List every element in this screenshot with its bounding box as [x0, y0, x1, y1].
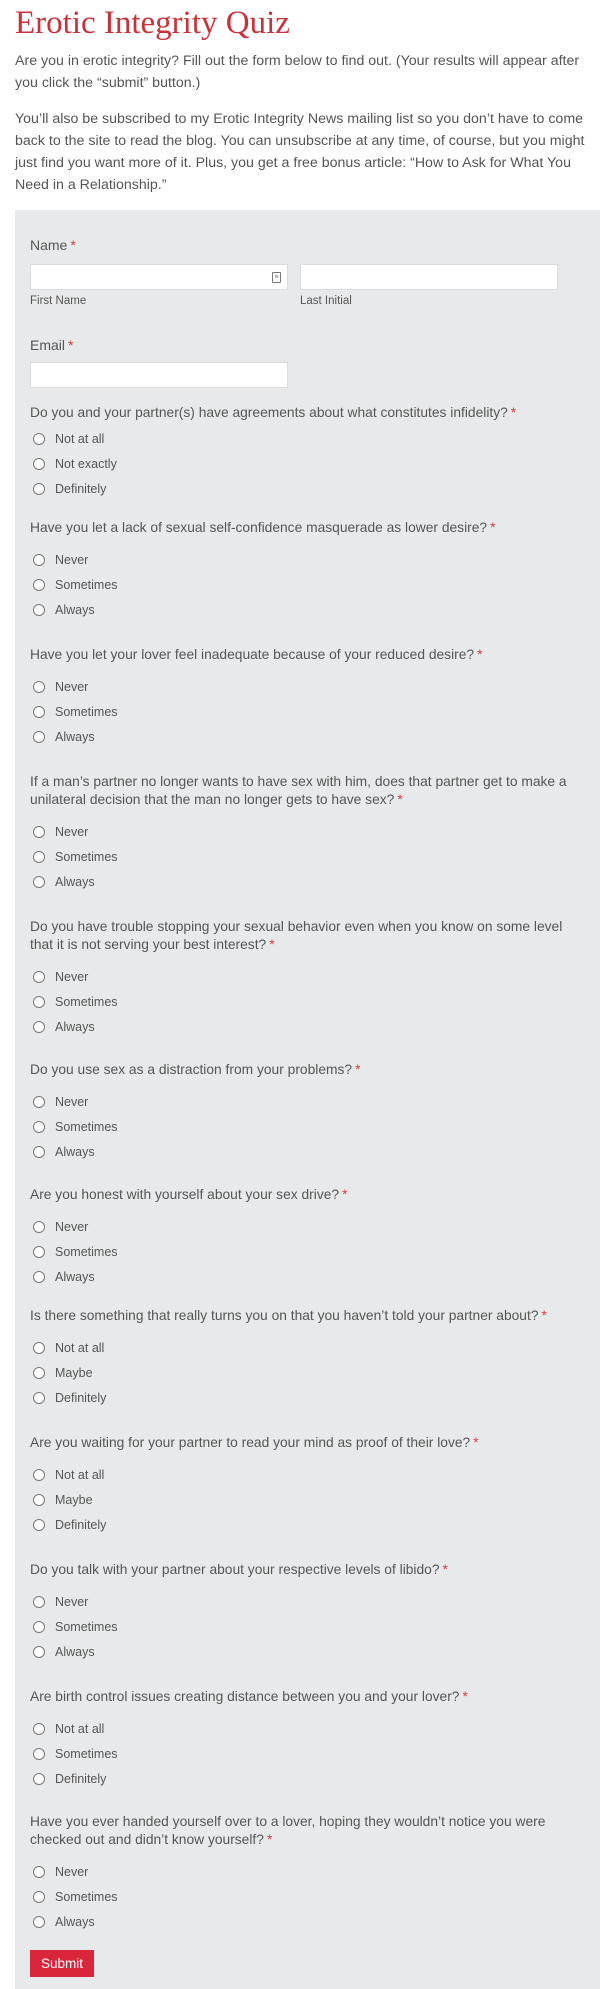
question-label	[30, 1061, 586, 1079]
radio-group	[30, 1716, 586, 1791]
radio-option[interactable]	[30, 1614, 586, 1639]
radio-option[interactable]	[30, 1089, 586, 1114]
radio-option[interactable]	[30, 1766, 586, 1791]
radio-option-label: Definitely	[55, 1390, 107, 1405]
radio-button-icon[interactable]	[33, 1916, 45, 1928]
radio-group	[30, 426, 586, 501]
question-label	[30, 646, 586, 664]
radio-button-icon[interactable]	[33, 1221, 45, 1233]
question-label	[30, 1688, 586, 1706]
radio-option-label: Sometimes	[55, 849, 118, 864]
radio-group	[30, 1214, 586, 1289]
radio-option[interactable]	[30, 1139, 586, 1164]
radio-option[interactable]	[30, 547, 586, 572]
radio-option-label: Never	[55, 824, 89, 839]
radio-button-icon[interactable]	[33, 1866, 45, 1878]
required-asterisk: *	[269, 937, 275, 952]
radio-button-icon[interactable]	[33, 1723, 45, 1735]
radio-group	[30, 1335, 586, 1410]
radio-option[interactable]	[30, 724, 586, 749]
radio-button-icon[interactable]	[33, 1494, 45, 1506]
radio-option[interactable]	[30, 1909, 586, 1934]
question-8	[30, 1307, 586, 1410]
radio-option[interactable]	[30, 426, 586, 451]
radio-option-label: Never	[55, 1094, 89, 1109]
question-label	[30, 519, 586, 537]
radio-group	[30, 1462, 586, 1537]
radio-option[interactable]	[30, 1014, 586, 1039]
radio-option[interactable]	[30, 1264, 586, 1289]
radio-option-label: Always	[55, 1144, 95, 1159]
email-field-wrapper	[30, 362, 288, 388]
radio-option-label: Definitely	[55, 1771, 107, 1786]
required-asterisk: *	[355, 1062, 361, 1077]
radio-button-icon[interactable]	[33, 1469, 45, 1481]
radio-button-icon[interactable]	[33, 731, 45, 743]
radio-option-label: Not at all	[55, 431, 105, 446]
radio-option[interactable]	[30, 989, 586, 1014]
required-asterisk: *	[541, 1308, 547, 1323]
radio-option-label: Never	[55, 552, 89, 567]
radio-option-label: Never	[55, 1219, 89, 1234]
radio-button-icon[interactable]	[33, 971, 45, 983]
radio-button-icon[interactable]	[33, 604, 45, 616]
radio-group	[30, 547, 586, 622]
radio-option-label: Never	[55, 969, 89, 984]
radio-option[interactable]	[30, 674, 586, 699]
radio-option[interactable]	[30, 699, 586, 724]
radio-button-icon[interactable]	[33, 1519, 45, 1531]
radio-option-label: Maybe	[55, 1492, 93, 1507]
radio-option-label: Sometimes	[55, 1244, 118, 1259]
radio-button-icon[interactable]	[33, 1021, 45, 1033]
radio-option-label: Never	[55, 1864, 89, 1879]
radio-button-icon[interactable]	[33, 1621, 45, 1633]
radio-button-icon[interactable]	[33, 681, 45, 693]
name-field-group	[30, 236, 586, 308]
radio-button-icon[interactable]	[33, 826, 45, 838]
required-asterisk: *	[68, 337, 74, 353]
question-text: Have you let your lover feel inadequate because of your reduced desire?	[30, 647, 475, 662]
radio-button-icon[interactable]	[33, 1342, 45, 1354]
radio-button-icon[interactable]	[33, 483, 45, 495]
question-label	[30, 1307, 586, 1325]
question-text: Do you and your partner(s) have agreements about what constitutes infidelity?	[30, 405, 508, 420]
radio-option[interactable]	[30, 869, 586, 894]
radio-group	[30, 964, 586, 1039]
radio-option[interactable]	[30, 1716, 586, 1741]
radio-button-icon[interactable]	[33, 1392, 45, 1404]
radio-button-icon[interactable]	[33, 554, 45, 566]
radio-group	[30, 1089, 586, 1164]
radio-option-label: Always	[55, 602, 95, 617]
radio-option[interactable]	[30, 1884, 586, 1909]
radio-option[interactable]	[30, 844, 586, 869]
radio-button-icon[interactable]	[33, 1096, 45, 1108]
question-label	[30, 404, 586, 422]
radio-button-icon[interactable]	[33, 1748, 45, 1760]
email-label	[30, 336, 586, 354]
question-label	[30, 1186, 586, 1204]
radio-option-label: Always	[55, 1269, 95, 1284]
question-text: Have you ever handed yourself over to a lover, hoping they wouldn’t notice you were checked out and didn’t know yourself?	[30, 1814, 546, 1847]
radio-option-label: Always	[55, 729, 95, 744]
radio-option-label: Never	[55, 679, 89, 694]
question-5	[30, 918, 586, 1039]
first-name-input[interactable]	[31, 265, 287, 289]
radio-option-label: Not at all	[55, 1721, 105, 1736]
radio-button-icon[interactable]	[33, 1121, 45, 1133]
quiz-form	[15, 210, 600, 1989]
page	[0, 4, 600, 1989]
page-title: Erotic Integrity Quiz	[15, 5, 290, 41]
radio-button-icon[interactable]	[33, 433, 45, 445]
required-asterisk: *	[510, 405, 517, 420]
question-11	[30, 1688, 586, 1791]
question-list	[30, 404, 586, 1934]
radio-option-label: Sometimes	[55, 577, 118, 592]
first-name-field-wrapper	[30, 264, 288, 290]
question-label	[30, 1813, 586, 1849]
question-text: If a man’s partner no longer wants to have sex with him, does that partner get to make a unilateral decision that the man no longer gets to have sex?	[30, 774, 567, 807]
contact-card-icon[interactable]: ≡	[272, 272, 281, 283]
radio-button-icon[interactable]	[33, 1271, 45, 1283]
required-asterisk: *	[462, 1689, 468, 1704]
radio-option-label: Sometimes	[55, 704, 118, 719]
question-text: Are birth control issues creating distance between you and your lover?	[30, 1689, 460, 1704]
last-initial-field-wrapper	[300, 264, 558, 290]
question-text: Are you honest with yourself about your sex drive?	[30, 1187, 340, 1202]
radio-group	[30, 819, 586, 894]
radio-button-icon[interactable]	[33, 996, 45, 1008]
radio-option-label: Definitely	[55, 1517, 107, 1532]
radio-option-label: Definitely	[55, 481, 107, 496]
radio-option[interactable]	[30, 1741, 586, 1766]
radio-option[interactable]	[30, 1385, 586, 1410]
radio-option[interactable]	[30, 1487, 586, 1512]
question-text: Are you waiting for your partner to read your mind as proof of their love?	[30, 1435, 471, 1450]
radio-button-icon[interactable]	[33, 1596, 45, 1608]
question-text: Do you talk with your partner about your respective levels of libido?	[30, 1562, 440, 1577]
email-field-group	[30, 336, 586, 388]
question-7	[30, 1186, 586, 1289]
radio-option[interactable]	[30, 1335, 586, 1360]
radio-option[interactable]	[30, 819, 586, 844]
radio-group	[30, 1859, 586, 1934]
radio-option-label: Sometimes	[55, 1119, 118, 1134]
radio-button-icon[interactable]	[33, 1891, 45, 1903]
radio-button-icon[interactable]	[33, 1146, 45, 1158]
radio-button-icon[interactable]	[33, 851, 45, 863]
radio-option-label: Sometimes	[55, 1746, 118, 1761]
radio-option-label: Sometimes	[55, 1889, 118, 1904]
radio-button-icon[interactable]	[33, 1646, 45, 1658]
radio-option-label: Always	[55, 1019, 95, 1034]
intro-paragraph-1: Are you in erotic integrity? Fill out the form below to find out. (Your results will appear after you click the “submit” button.)	[15, 53, 580, 91]
required-asterisk: *	[342, 1187, 348, 1202]
radio-option[interactable]	[30, 451, 586, 476]
radio-button-icon[interactable]	[33, 1367, 45, 1379]
email-input[interactable]	[31, 363, 287, 387]
radio-option-label: Not at all	[55, 1467, 105, 1482]
radio-option[interactable]	[30, 1859, 586, 1884]
question-4	[30, 773, 586, 894]
question-3	[30, 646, 586, 749]
radio-option[interactable]	[30, 964, 586, 989]
question-12	[30, 1813, 586, 1934]
radio-option-label: Not exactly	[55, 456, 117, 471]
question-label	[30, 773, 586, 809]
radio-group	[30, 1589, 586, 1664]
question-text: Have you let a lack of sexual self-confidence masquerade as lower desire?	[30, 520, 488, 535]
radio-button-icon[interactable]	[33, 1246, 45, 1258]
radio-option[interactable]	[30, 1114, 586, 1139]
first-name-label: First Name	[30, 295, 87, 307]
radio-button-icon[interactable]	[33, 458, 45, 470]
radio-option[interactable]	[30, 1462, 586, 1487]
required-asterisk: *	[473, 1435, 479, 1450]
question-text: Do you use sex as a distraction from your problems?	[30, 1062, 353, 1077]
question-2	[30, 519, 586, 622]
radio-option[interactable]	[30, 1214, 586, 1239]
question-label	[30, 1561, 586, 1579]
required-asterisk: *	[70, 237, 76, 253]
question-10	[30, 1561, 586, 1664]
radio-option-label: Always	[55, 1644, 95, 1659]
question-6	[30, 1061, 586, 1164]
required-asterisk: *	[490, 520, 496, 535]
radio-option[interactable]	[30, 1589, 586, 1614]
radio-button-icon[interactable]	[33, 579, 45, 591]
radio-option[interactable]	[30, 597, 586, 622]
question-label	[30, 918, 586, 954]
radio-button-icon[interactable]	[33, 1773, 45, 1785]
required-asterisk: *	[266, 1832, 273, 1847]
radio-option[interactable]	[30, 1639, 586, 1664]
submit-button[interactable]: Submit	[30, 1950, 94, 1977]
question-label	[30, 1434, 586, 1452]
required-asterisk: *	[477, 647, 483, 662]
question-text: Do you have trouble stopping your sexual behavior even when you know on some level that it is not serving your best interest?	[30, 919, 563, 952]
radio-button-icon[interactable]	[33, 706, 45, 718]
radio-group	[30, 674, 586, 749]
radio-option[interactable]	[30, 1360, 586, 1385]
radio-option[interactable]	[30, 1239, 586, 1264]
question-1	[30, 404, 586, 501]
radio-option[interactable]	[30, 572, 586, 597]
email-label-text: Email	[30, 337, 66, 353]
radio-option-label: Sometimes	[55, 1619, 118, 1634]
radio-option-label: Sometimes	[55, 994, 118, 1009]
question-9	[30, 1434, 586, 1537]
radio-option-label: Maybe	[55, 1365, 93, 1380]
radio-option-label: Not at all	[55, 1340, 105, 1355]
name-label-text: Name	[30, 237, 68, 253]
radio-button-icon[interactable]	[33, 876, 45, 888]
intro-paragraph-2: You’ll also be subscribed to my Erotic Integrity News mailing list so you don’t have to come back to the site to read the blog. You can unsubscribe at any time, of course, but you might just find you want more of it. Plus, you get a free bonus article: “How to Ask for What You Need in a Relationship.”	[15, 111, 585, 193]
required-asterisk: *	[442, 1562, 448, 1577]
last-initial-input[interactable]	[301, 265, 557, 289]
required-asterisk: *	[397, 792, 403, 807]
radio-option-label: Never	[55, 1594, 89, 1609]
radio-option-label: Always	[55, 1914, 95, 1929]
radio-option-label: Always	[55, 874, 95, 889]
question-text: Is there something that really turns you on that you haven’t told your partner about?	[30, 1308, 539, 1323]
last-initial-label: Last Initial	[300, 295, 352, 307]
name-label	[30, 236, 586, 254]
radio-option[interactable]	[30, 476, 586, 501]
radio-option[interactable]	[30, 1512, 586, 1537]
